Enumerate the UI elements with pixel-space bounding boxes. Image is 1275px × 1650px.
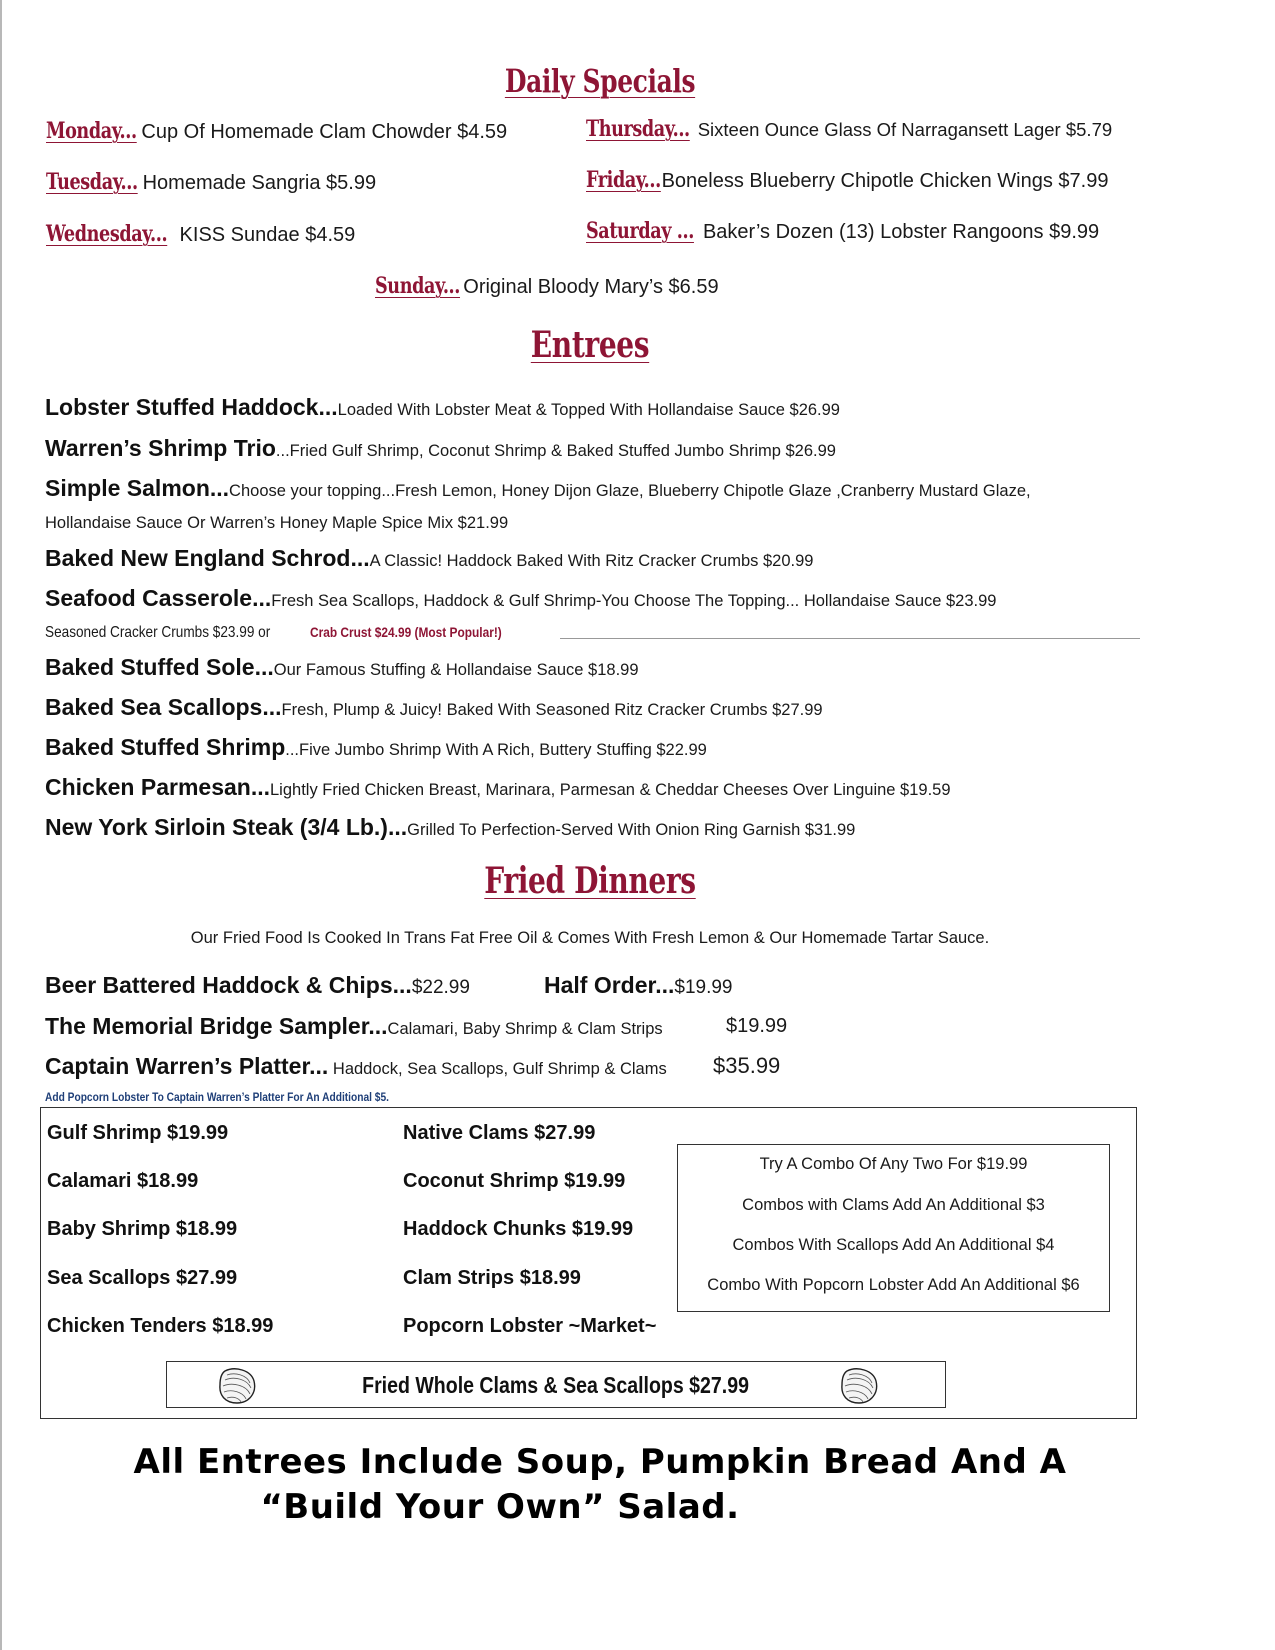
entree-name: Baked New England Schrod... [45, 545, 370, 571]
special-monday [46, 118, 507, 144]
entree-desc-continued [45, 624, 536, 642]
crab-crust-highlight: Crab Crust $24.99 (Most Popular!) [310, 624, 502, 640]
fried-haddock-line [45, 972, 470, 999]
haddock-price: $22.99 [411, 977, 470, 998]
fried-item-left: Chicken Tenders $18.99 [47, 1315, 274, 1337]
entree-desc: ...Five Jumbo Shrimp With A Rich, Buttery Stuffing $22.99 [285, 741, 707, 759]
special-text: Original Bloody Mary’s $6.59 [463, 276, 719, 298]
half-order-name: Half Order... [544, 972, 675, 998]
entree-desc: Choose your topping...Fresh Lemon, Honey Dijon Glaze, Blueberry Chipotle Glaze ,Cranberry Mustard Glaze, [229, 482, 1031, 500]
special-text: Boneless Blueberry Chipotle Chicken Wings $7.99 [661, 170, 1109, 192]
entree-item [45, 814, 855, 841]
fried-item-left: Sea Scallops $27.99 [47, 1267, 238, 1289]
haddock-name: Beer Battered Haddock & Chips... [45, 972, 412, 998]
entree-desc: A Classic! Haddock Baked With Ritz Cracker Crumbs $20.99 [369, 552, 814, 570]
entree-desc-continued: Hollandaise Sauce Or Warren’s Honey Maple Spice Mix $21.99 [45, 514, 509, 532]
fried-item-left: Baby Shrimp $18.99 [47, 1218, 238, 1240]
entree-desc: Fresh Sea Scallops, Haddock & Gulf Shrimp-You Choose The Topping... Hollandaise Sauce $23.99 [271, 592, 997, 610]
special-text: Cup Of Homemade Clam Chowder $4.59 [141, 121, 508, 143]
special-tuesday [46, 169, 376, 195]
footer-line-1: All Entrees Include Soup, Pumpkin Bread And A [133, 1442, 1067, 1482]
sampler-desc: Calamari, Baby Shrimp & Clam Strips [387, 1020, 663, 1038]
fried-item-left: Gulf Shrimp $19.99 [47, 1122, 229, 1144]
platter-desc: Haddock, Sea Scallops, Gulf Shrimp & Clams [328, 1060, 667, 1078]
entrees-title: Entrees [530, 324, 650, 366]
fried-item-right: Popcorn Lobster ~Market~ [403, 1315, 657, 1337]
fried-item-right: Haddock Chunks $19.99 [403, 1218, 634, 1240]
entree-item [45, 734, 707, 761]
special-day: Tuesday... [46, 169, 138, 195]
entree-name: Baked Stuffed Sole... [45, 654, 274, 680]
special-text: Sixteen Ounce Glass Of Narragansett Lager $5.79 [697, 119, 1113, 140]
special-thursday [586, 116, 1112, 142]
entree-item [45, 585, 996, 612]
entree-name: Baked Sea Scallops... [45, 694, 282, 720]
special-sunday [375, 273, 719, 299]
footer-line-2: “Build Your Own” Salad. [260, 1487, 740, 1527]
entree-item [45, 545, 813, 572]
special-friday [586, 167, 1108, 193]
entree-name: Lobster Stuffed Haddock... [45, 394, 338, 420]
special-day: Friday... [586, 167, 661, 193]
fried-item-right: Coconut Shrimp $19.99 [403, 1170, 626, 1192]
entree-name: Simple Salmon... [45, 475, 230, 501]
clam-shell-icon [839, 1367, 879, 1405]
special-text: KISS Sundae $4.59 [179, 224, 356, 246]
combo-line: Combos with Clams Add An Additional $3 [742, 1196, 1045, 1214]
special-day: Monday... [46, 118, 137, 144]
entree-name: Seafood Casserole... [45, 585, 272, 611]
entree-item [45, 394, 840, 421]
special-text: Baker’s Dozen (13) Lobster Rangoons $9.99 [702, 221, 1100, 243]
special-day: Wednesday... [46, 221, 168, 247]
whole-clams-box [166, 1361, 946, 1408]
casserole-topping-options: Seasoned Cracker Crumbs $23.99 or [45, 624, 271, 641]
sampler-line [45, 1013, 663, 1040]
daily-specials-title: Daily Specials [504, 62, 696, 100]
entree-name: Warren’s Shrimp Trio [45, 435, 276, 461]
special-saturday [586, 218, 1099, 244]
fried-dinners-title: Fried Dinners [484, 860, 696, 902]
platter-price: $35.99 [713, 1053, 781, 1078]
entree-item [45, 654, 639, 681]
whole-clams-label [167, 1372, 945, 1399]
divider [560, 638, 1140, 639]
entree-desc: Our Famous Stuffing & Hollandaise Sauce $18.99 [273, 661, 639, 679]
combo-box [677, 1144, 1110, 1312]
fried-item-left: Calamari $18.99 [47, 1170, 199, 1192]
special-wednesday [46, 221, 355, 247]
special-day: Sunday... [375, 273, 461, 299]
platter-note [45, 1090, 450, 1104]
entree-desc: Fresh, Plump & Juicy! Baked With Seasoned Ritz Cracker Crumbs $27.99 [281, 701, 823, 719]
entree-name: Baked Stuffed Shrimp [45, 734, 286, 760]
entree-item [45, 774, 951, 801]
special-day: Thursday... [586, 116, 690, 142]
entree-desc: Lightly Fried Chicken Breast, Marinara, Parmesan & Cheddar Cheeses Over Linguine $19.59 [270, 781, 951, 799]
entree-desc: Grilled To Perfection-Served With Onion Ring Garnish $31.99 [407, 821, 856, 839]
entree-desc: Loaded With Lobster Meat & Topped With Hollandaise Sauce $26.99 [337, 401, 840, 419]
whole-clams-text: Fried Whole Clams & Sea Scallops $27.99 [362, 1372, 750, 1398]
special-text: Homemade Sangria $5.99 [142, 172, 377, 194]
entree-item [45, 475, 1031, 502]
fried-item-right: Clam Strips $18.99 [403, 1267, 581, 1289]
platter-note-text: Add Popcorn Lobster To Captain Warren’s Platter For An Additional $5. [45, 1090, 389, 1104]
sampler-price: $19.99 [726, 1015, 788, 1037]
platter-name: Captain Warren’s Platter... [45, 1053, 329, 1079]
sampler-name: The Memorial Bridge Sampler... [45, 1013, 388, 1039]
entree-desc: ...Fried Gulf Shrimp, Coconut Shrimp & Baked Stuffed Jumbo Shrimp $26.99 [275, 442, 836, 460]
platter-line [45, 1053, 667, 1080]
fried-item-right: Native Clams $27.99 [403, 1122, 596, 1144]
combo-line: Combo With Popcorn Lobster Add An Additional $6 [707, 1276, 1080, 1294]
fried-intro: Our Fried Food Is Cooked In Trans Fat Free Oil & Comes With Fresh Lemon & Our Homemade Tartar Sauce. [190, 929, 990, 947]
combo-line: Try A Combo Of Any Two For $19.99 [759, 1155, 1028, 1173]
entree-item [45, 435, 836, 462]
entree-name: New York Sirloin Steak (3/4 Lb.)... [45, 814, 408, 840]
page-edge [0, 0, 2, 1650]
entree-item [45, 694, 823, 721]
entree-name: Chicken Parmesan... [45, 774, 270, 800]
half-order-price: $19.99 [674, 977, 733, 998]
combo-line: Combos With Scallops Add An Additional $4 [732, 1236, 1055, 1254]
fried-half-order [544, 972, 733, 999]
special-day: Saturday ... [586, 218, 694, 244]
